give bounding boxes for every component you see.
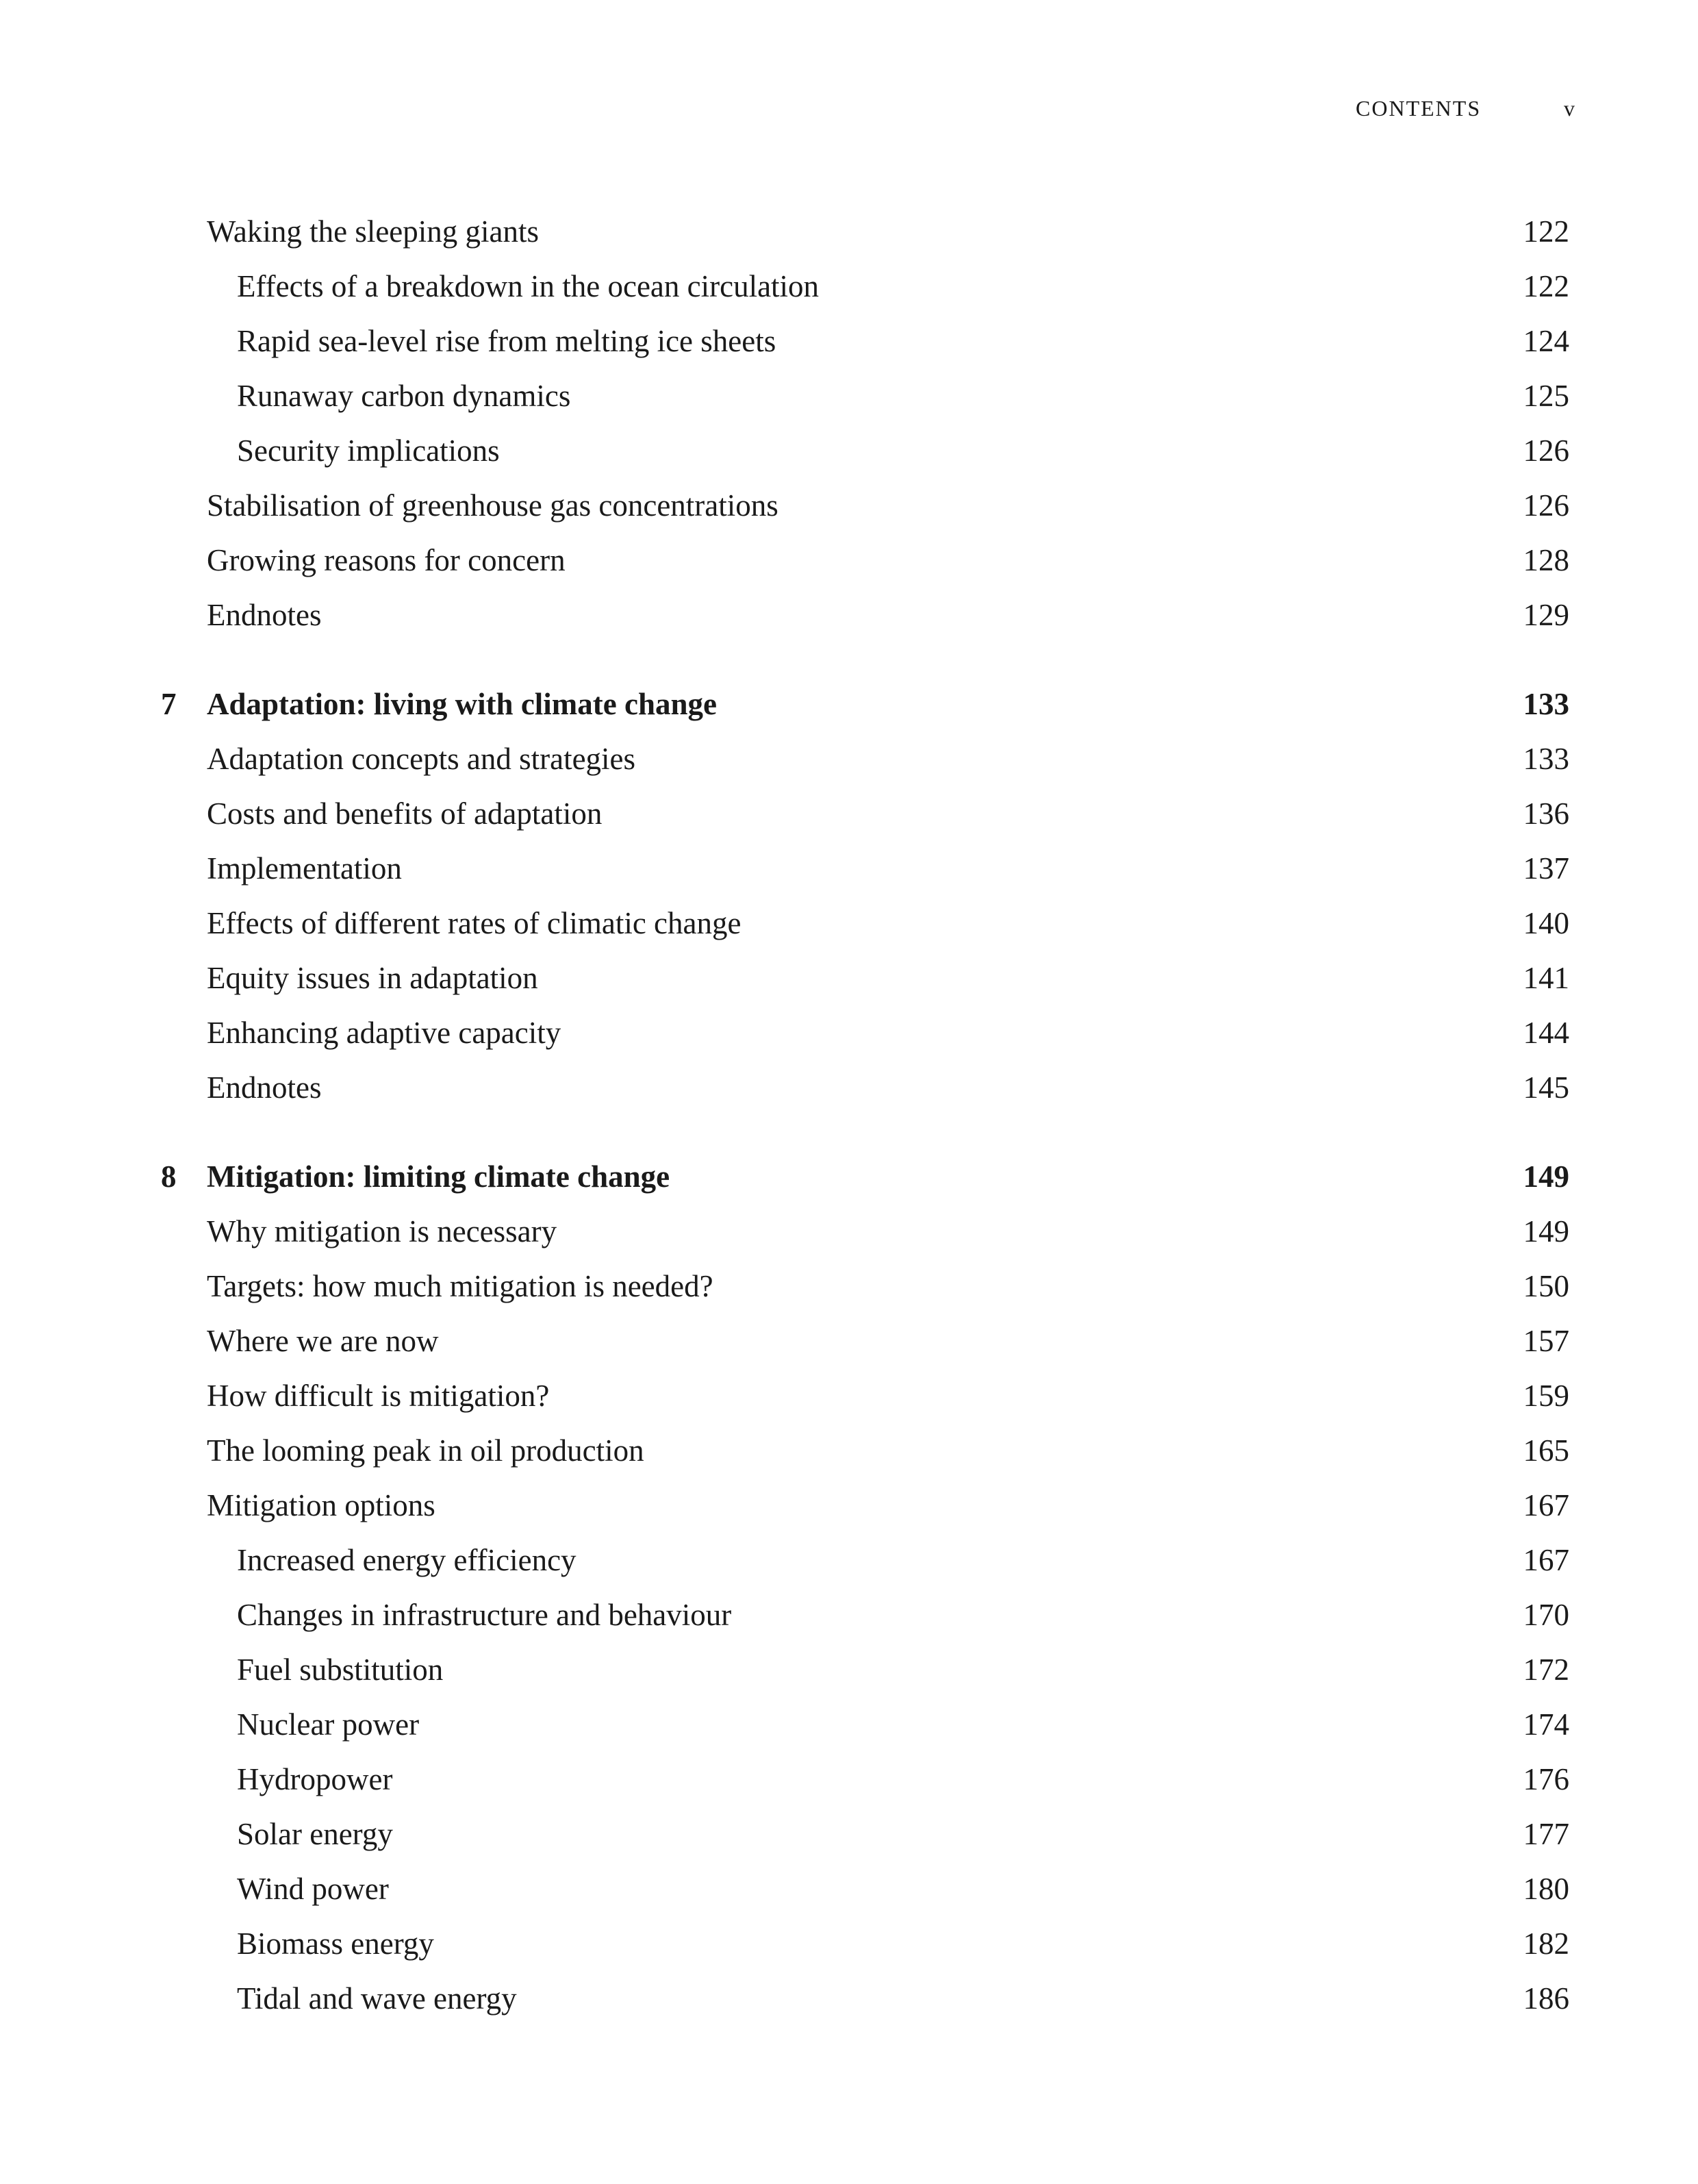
toc-entry-page-number: 126	[1523, 434, 1569, 468]
toc-entry-title: Targets: how much mitigation is needed?	[207, 1269, 713, 1303]
toc-section-entry[interactable]	[0, 951, 1698, 1005]
toc-entry-page-number: 133	[1523, 687, 1569, 721]
toc-entry-page-number: 170	[1523, 1598, 1569, 1632]
toc-entry-title: Enhancing adaptive capacity	[207, 1016, 561, 1050]
toc-entry-page-number: 122	[1523, 214, 1569, 249]
toc-entry-title: Effects of different rates of climatic change	[207, 906, 742, 940]
toc-section-entry[interactable]	[0, 1204, 1698, 1259]
toc-subsection-entry[interactable]	[0, 1971, 1698, 2026]
toc-subsection-entry[interactable]	[0, 1807, 1698, 1861]
toc-entry-page-number: 172	[1523, 1653, 1569, 1687]
toc-entry-title: Solar energy	[237, 1817, 393, 1851]
toc-entry-page-number: 145	[1523, 1070, 1569, 1105]
toc-subsection-entry[interactable]	[0, 259, 1698, 314]
toc-entry-title: Why mitigation is necessary	[207, 1214, 557, 1248]
toc-entry-title: Mitigation options	[207, 1488, 435, 1522]
table-of-contents	[0, 204, 1698, 2026]
toc-entry-title: Tidal and wave energy	[237, 1981, 517, 2016]
toc-entry-title: Wind power	[237, 1872, 389, 1906]
toc-entry-title: Changes in infrastructure and behaviour	[237, 1598, 732, 1632]
toc-entry-title: Effects of a breakdown in the ocean circulation	[237, 269, 820, 303]
running-head-title: CONTENTS	[1356, 96, 1482, 121]
toc-entry-title: Rapid sea-level rise from melting ice sheets	[237, 324, 776, 358]
toc-entry-page-number: 137	[1523, 851, 1569, 886]
toc-section-entry[interactable]	[0, 896, 1698, 951]
running-head-page-number: v	[1564, 96, 1575, 121]
toc-entry-title: Stabilisation of greenhouse gas concentrations	[207, 488, 778, 523]
toc-entry-page-number: 129	[1523, 598, 1569, 632]
toc-section-entry[interactable]	[0, 841, 1698, 896]
toc-section-entry[interactable]	[0, 1423, 1698, 1478]
toc-entry-page-number: 133	[1523, 742, 1569, 776]
toc-section-entry[interactable]	[0, 588, 1698, 642]
toc-entry-title: Nuclear power	[237, 1707, 420, 1742]
toc-entry-title: How difficult is mitigation?	[207, 1379, 550, 1413]
toc-entry-page-number: 186	[1523, 1981, 1569, 2016]
toc-section-entry[interactable]	[0, 1060, 1698, 1115]
toc-subsection-entry[interactable]	[0, 1587, 1698, 1642]
toc-section-entry[interactable]	[0, 1314, 1698, 1368]
toc-entry-page-number: 149	[1523, 1159, 1569, 1194]
toc-entry-title: Equity issues in adaptation	[207, 961, 538, 995]
toc-entry-page-number: 180	[1523, 1872, 1569, 1906]
toc-section-entry[interactable]	[0, 1478, 1698, 1533]
toc-subsection-entry[interactable]	[0, 423, 1698, 478]
toc-entry-title: Endnotes	[207, 1070, 322, 1105]
toc-entry-page-number: 144	[1523, 1016, 1569, 1050]
toc-entry-title: Hydropower	[237, 1762, 393, 1796]
running-head	[1301, 96, 1575, 137]
toc-section-entry[interactable]	[0, 478, 1698, 533]
toc-entry-title: Costs and benefits of adaptation	[207, 796, 603, 831]
toc-subsection-entry[interactable]	[0, 314, 1698, 368]
toc-subsection-entry[interactable]	[0, 1642, 1698, 1697]
toc-entry-page-number: 124	[1523, 324, 1569, 358]
toc-entry-page-number: 141	[1523, 961, 1569, 995]
toc-entry-page-number: 122	[1523, 269, 1569, 303]
toc-entry-page-number: 150	[1523, 1269, 1569, 1303]
toc-section-entry[interactable]	[0, 1259, 1698, 1314]
toc-entry-page-number: 149	[1523, 1214, 1569, 1248]
toc-section-entry[interactable]	[0, 1005, 1698, 1060]
toc-entry-title: Adaptation: living with climate change	[207, 687, 718, 721]
toc-entry-page-number: 182	[1523, 1926, 1569, 1961]
toc-entry-page-number: 136	[1523, 796, 1569, 831]
toc-entry-title: Where we are now	[207, 1324, 439, 1358]
toc-entry-title: Fuel substitution	[237, 1653, 444, 1687]
toc-entry-title: Mitigation: limiting climate change	[207, 1159, 670, 1194]
toc-section-entry[interactable]	[0, 731, 1698, 786]
toc-chapter-number: 7	[161, 687, 177, 721]
toc-entry-title: The looming peak in oil production	[207, 1433, 644, 1468]
toc-entry-page-number: 165	[1523, 1433, 1569, 1468]
toc-chapter-entry[interactable]	[0, 677, 1698, 731]
toc-entry-page-number: 126	[1523, 488, 1569, 523]
toc-entry-page-number: 125	[1523, 379, 1569, 413]
toc-section-entry[interactable]	[0, 786, 1698, 841]
toc-subsection-entry[interactable]	[0, 1533, 1698, 1587]
toc-entry-page-number: 177	[1523, 1817, 1569, 1851]
toc-entry-page-number: 176	[1523, 1762, 1569, 1796]
toc-entry-page-number: 128	[1523, 543, 1569, 577]
toc-subsection-entry[interactable]	[0, 368, 1698, 423]
toc-subsection-entry[interactable]	[0, 1697, 1698, 1752]
toc-entry-title: Runaway carbon dynamics	[237, 379, 571, 413]
toc-entry-page-number: 157	[1523, 1324, 1569, 1358]
toc-subsection-entry[interactable]	[0, 1916, 1698, 1971]
toc-entry-page-number: 167	[1523, 1543, 1569, 1577]
toc-entry-page-number: 174	[1523, 1707, 1569, 1742]
toc-subsection-entry[interactable]	[0, 1752, 1698, 1807]
toc-chapter-number: 8	[161, 1159, 177, 1194]
toc-entry-title: Endnotes	[207, 598, 322, 632]
toc-entry-title: Implementation	[207, 851, 402, 886]
toc-entry-page-number: 159	[1523, 1379, 1569, 1413]
toc-section-entry[interactable]	[0, 1368, 1698, 1423]
toc-entry-title: Waking the sleeping giants	[207, 214, 540, 249]
toc-entry-title: Biomass energy	[237, 1926, 434, 1961]
toc-chapter-entry[interactable]	[0, 1149, 1698, 1204]
toc-entry-title: Growing reasons for concern	[207, 543, 566, 577]
toc-entry-title: Security implications	[237, 434, 500, 468]
toc-entry-page-number: 167	[1523, 1488, 1569, 1522]
toc-section-entry[interactable]	[0, 533, 1698, 588]
toc-section-entry[interactable]	[0, 204, 1698, 259]
toc-entry-page-number: 140	[1523, 906, 1569, 940]
toc-subsection-entry[interactable]	[0, 1861, 1698, 1916]
toc-entry-title: Adaptation concepts and strategies	[207, 742, 636, 776]
toc-entry-title: Increased energy efficiency	[237, 1543, 576, 1577]
